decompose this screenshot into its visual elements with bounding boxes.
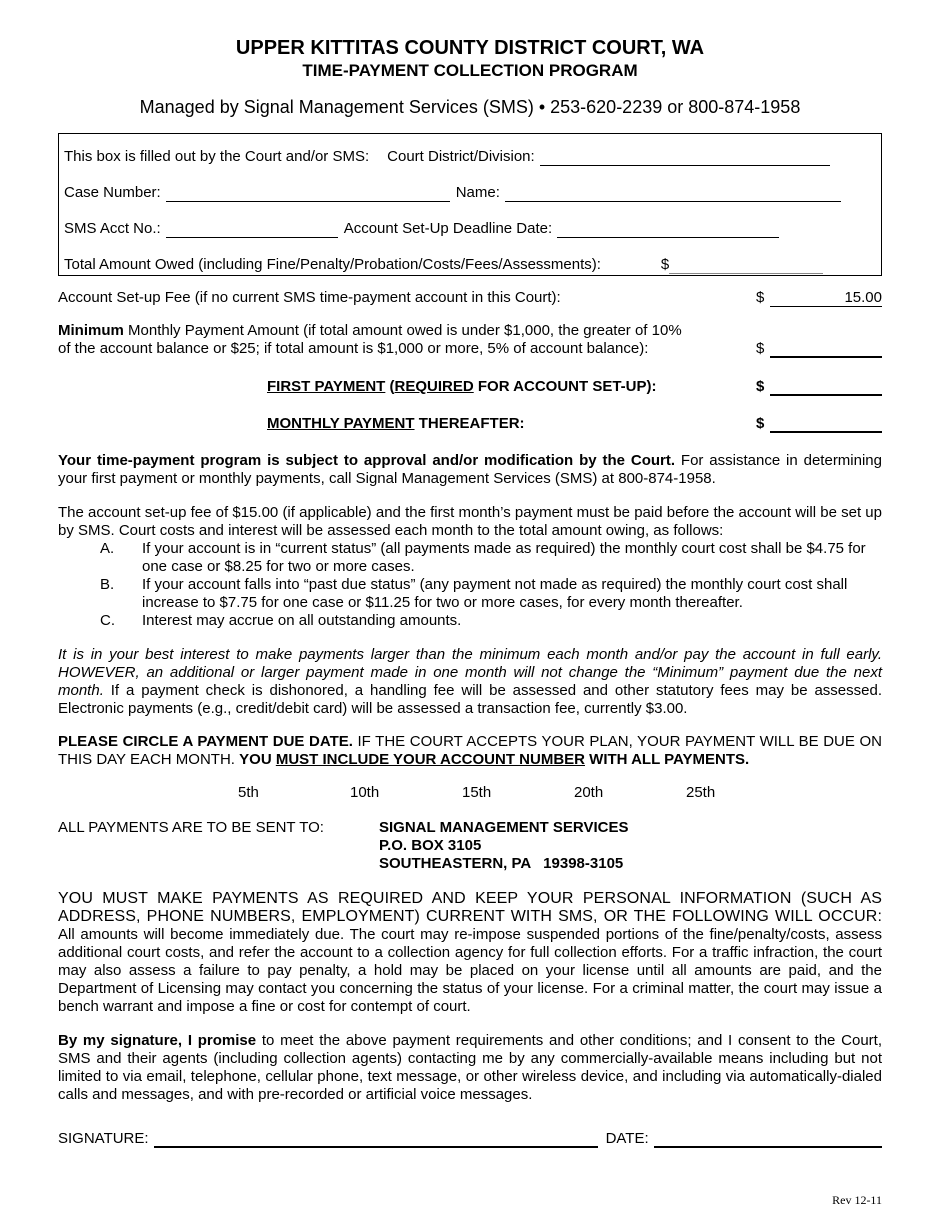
case-number-field[interactable] — [166, 185, 450, 202]
form-page — [58, 36, 882, 1148]
monthly-payment-row: MONTHLY PAYMENT THEREAFTER: $ — [58, 414, 882, 433]
case-number-label: Case Number: — [64, 184, 161, 201]
minimum-text-1: Monthly Payment Amount (if total amount owed is under $1,000, the greater of 10% — [123, 322, 682, 339]
court-info-box — [58, 133, 882, 276]
due-date-25th[interactable]: 25th — [686, 784, 716, 801]
district-field[interactable] — [540, 149, 830, 166]
date-label: DATE: — [605, 1130, 649, 1147]
approval-paragraph: Your time-payment program is subject to approval and/or modification by the Court. For assistance in determining your first payment or monthly payments, call Signal Management Services (SMS) at 800-874-1958. — [58, 452, 882, 487]
date-field[interactable] — [654, 1130, 882, 1148]
total-owed-label: Total Amount Owed (including Fine/Penalty/Probation/Costs/Fees/Assessments): — [64, 256, 601, 273]
revision-label: Rev 12-11 — [832, 1193, 882, 1207]
monthly-payment-field[interactable] — [770, 414, 882, 433]
deadline-field[interactable] — [557, 221, 779, 238]
court-title: UPPER KITTITAS COUNTY DISTRICT COURT, WA — [235, 37, 705, 59]
setup-fee-dollar: $ — [756, 289, 765, 306]
minimum-payment-row — [58, 322, 882, 358]
due-date-15th[interactable]: 15th — [462, 784, 492, 801]
sms-acct-label: SMS Acct No.: — [64, 220, 161, 237]
due-date-10th[interactable]: 10th — [350, 784, 380, 801]
name-label: Name: — [455, 184, 500, 201]
name-field[interactable] — [505, 185, 841, 202]
setup-fee-paragraph: The account set-up fee of $15.00 (if applicable) and the first month’s payment must be paid before the account will be set up by SMS. Court costs and interest will be assessed each month to the total amount owing, as follows: — [58, 504, 882, 539]
required-label: REQUIRED — [394, 378, 474, 395]
total-owed-field[interactable] — [669, 257, 823, 274]
minimum-dollar: $ — [756, 340, 765, 357]
due-date-options — [58, 784, 882, 802]
sms-acct-field[interactable] — [166, 221, 338, 238]
district-label: Court District/Division: — [387, 148, 535, 165]
due-date-5th[interactable]: 5th — [238, 784, 259, 801]
total-dollar-sign: $ — [660, 256, 670, 273]
setup-fee-row — [58, 289, 882, 307]
setup-fee-amount: 15.00 — [770, 289, 882, 307]
circle-date-paragraph: PLEASE CIRCLE A PAYMENT DUE DATE. IF THE COURT ACCEPTS YOUR PLAN, YOUR PAYMENT WILL BE DUE ON THIS DAY EACH MONTH. YOU MUST INCLUDE YOUR ACCOUNT NUMBER WITH ALL PAYMENTS. — [58, 733, 882, 768]
due-date-20th[interactable]: 20th — [574, 784, 604, 801]
send-to-address: SIGNAL MANAGEMENT SERVICES P.O. BOX 3105 SOUTHEASTERN, PA 19398-3105 — [379, 819, 629, 872]
first-payment-field[interactable] — [770, 377, 882, 396]
minimum-bold: Minimum — [58, 322, 124, 339]
send-to-block — [58, 819, 882, 873]
first-payment-dollar: $ — [756, 378, 765, 395]
signature-row — [58, 1130, 882, 1148]
deadline-label: Account Set-Up Deadline Date: — [343, 220, 553, 237]
minimum-text-2: of the account balance or $25; if total amount is $1,000 or more, 5% of account balance): — [58, 340, 649, 357]
list-item: A. If your account is in “current status” (all payments made as required) the monthly court cost shall be $4.75 for one case or $8.25 for two or more cases. — [100, 540, 866, 575]
warning-paragraph: YOU MUST MAKE PAYMENTS AS REQUIRED AND KEEP YOUR PERSONAL INFORMATION (SUCH AS ADDRESS, PHONE NUMBERS, EMPLOYMENT) CURRENT WITH SMS, OR THE FOLLOWING WILL OCCUR: All amounts will become immediately due. The court may re-impose suspended portions of the fine/penalty/costs, assess additional court costs, and refer the account to a collection agency for full collection efforts. For a traffic infraction, the court may also assess a failure to pay penalty, a hold may be placed on your license until all amounts are paid, and the Department of Licensing may contact you concerning the status of your license. For a criminal matter, the court may issue a bench warrant and impose a fine or cost for contempt of court. — [58, 890, 882, 1015]
first-payment-label: FIRST PAYMENT — [267, 378, 386, 395]
first-payment-row: FIRST PAYMENT (REQUIRED FOR ACCOUNT SET-UP): $ — [58, 377, 882, 396]
interest-paragraph: It is in your best interest to make payments larger than the minimum each month and/or pay the account in full early. HOWEVER, an additional or larger payment made in one month will not change the “Minimum” payment due the next month. If a payment check is dishonored, a handling fee will be assessed and other statutory fees may be assessed. Electronic payments (e.g., credit/debit card) will be assessed a transaction fee, currently $3.00. — [58, 646, 882, 717]
monthly-payment-label: MONTHLY PAYMENT — [267, 415, 415, 432]
consent-paragraph: By my signature, I promise to meet the above payment requirements and other conditions; and I consent to the Court, SMS and their agents (including collection agents) contacting me by any commercially-available means including but not limited to via email, telephone, cellular phone, text message, or other wireless device, and including via automatically-dialed calls and messages, and with pre-recorded or artificial voice messages. — [58, 1032, 882, 1103]
list-item: C. Interest may accrue on all outstanding amounts. — [100, 612, 462, 629]
court-box-intro: This box is filled out by the Court and/or SMS: — [64, 148, 370, 165]
conditions-list — [58, 540, 882, 630]
managed-by-line: Managed by Signal Management Services (SMS) • 253-620-2239 or 800-874-1958 — [139, 97, 801, 117]
signature-field[interactable] — [154, 1130, 598, 1148]
program-title: TIME-PAYMENT COLLECTION PROGRAM — [302, 61, 638, 80]
signature-label: SIGNATURE: — [58, 1130, 149, 1147]
send-to-label: ALL PAYMENTS ARE TO BE SENT TO: — [58, 819, 324, 836]
monthly-payment-dollar: $ — [756, 415, 765, 432]
setup-fee-label: Account Set-up Fee (if no current SMS time-payment account in this Court): — [58, 289, 561, 306]
list-item: B. If your account falls into “past due status” (any payment not made as required) the monthly court cost shall increase to $7.75 for one case or $11.25 for two or more cases, for every month thereafter. — [100, 576, 848, 611]
minimum-payment-field[interactable] — [770, 339, 882, 358]
